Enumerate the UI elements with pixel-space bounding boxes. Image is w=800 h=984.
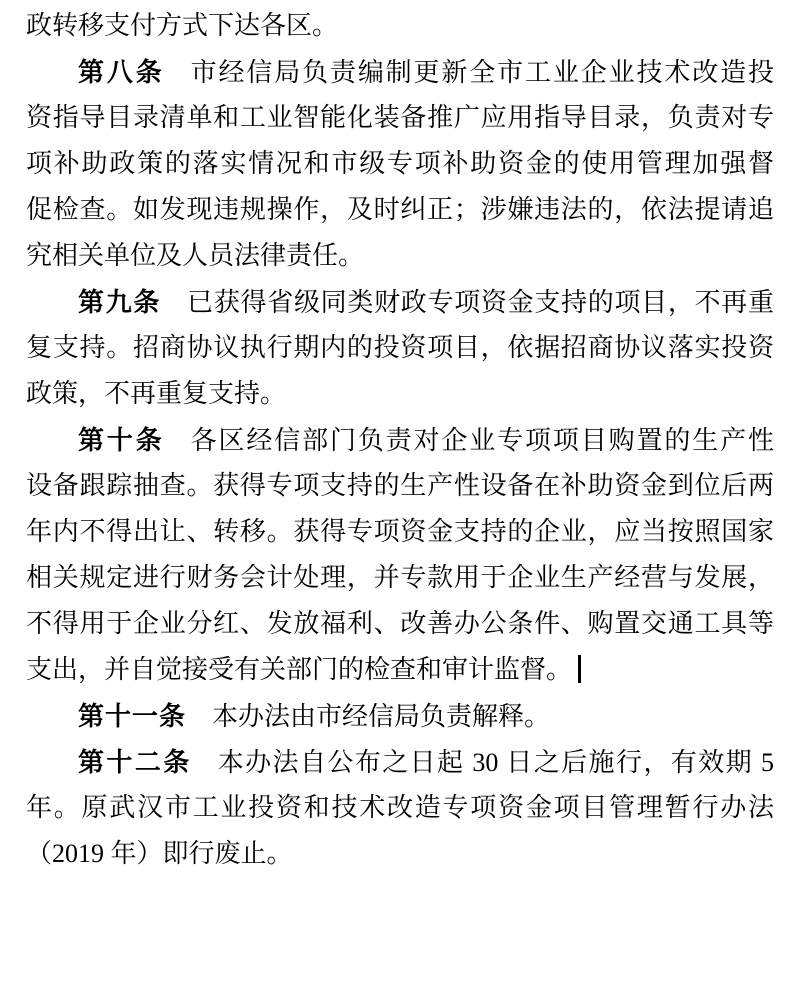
- line-text: 促检查。如发现违规操作，及时纠正；涉嫌违法的，依法提请追: [26, 195, 774, 224]
- text-line[interactable]: [26, 233, 774, 279]
- article-number-heading: 第八条: [78, 57, 165, 87]
- text-line-article-start[interactable]: [26, 417, 774, 463]
- text-line[interactable]: [26, 555, 774, 601]
- paragraph-article-8: [26, 49, 774, 279]
- article-number-heading: 第十一条: [78, 701, 187, 731]
- line-text: 复支持。招商协议执行期内的投资项目，依据招商协议落实投资: [26, 333, 774, 362]
- text-caret: [578, 655, 581, 683]
- text-line[interactable]: [26, 325, 774, 371]
- text-line-article-start[interactable]: [26, 49, 774, 95]
- line-text: 项补助政策的落实情况和市级专项补助资金的使用管理加强督: [26, 149, 774, 178]
- text-line-article-start[interactable]: [26, 739, 774, 785]
- line-text: 资指导目录清单和工业智能化装备推广应用指导目录，负责对专: [26, 103, 774, 132]
- text-line[interactable]: [26, 785, 774, 831]
- text-line[interactable]: [26, 601, 774, 647]
- line-text: （2019 年）即行废止。: [26, 839, 293, 868]
- paragraph-article-12: [26, 739, 774, 877]
- line-text: 支出，并自觉接受有关部门的检查和审计监督。: [26, 655, 573, 684]
- line-text: 设备跟踪抽查。获得专项支持的生产性设备在补助资金到位后两: [26, 471, 774, 500]
- text-line[interactable]: [26, 647, 774, 693]
- text-line[interactable]: [26, 187, 774, 233]
- article-number-heading: 第九条: [78, 287, 162, 317]
- text-line-article-start[interactable]: [26, 279, 774, 325]
- line-text: 本办法自公布之日起 30 日之后施行，有效期 5: [217, 748, 774, 777]
- text-line-article-start[interactable]: [26, 693, 774, 739]
- text-line[interactable]: [26, 509, 774, 555]
- line-text: 本办法由市经信局负责解释。: [212, 702, 551, 731]
- text-line[interactable]: [26, 371, 774, 417]
- text-line[interactable]: [26, 3, 774, 49]
- line-text: 政转移支付方式下达各区。: [26, 11, 339, 40]
- line-text: 相关规定进行财务会计处理，并专款用于企业生产经营与发展，: [26, 563, 774, 592]
- line-text: 市经信局负责编制更新全市工业企业技术改造投: [190, 58, 774, 87]
- line-text: 究相关单位及人员法律责任。: [26, 241, 365, 270]
- text-line[interactable]: [26, 831, 774, 877]
- line-text: 年。原武汉市工业投资和技术改造专项资金项目管理暂行办法: [26, 793, 774, 822]
- article-number-heading: 第十二条: [78, 747, 192, 777]
- text-line[interactable]: [26, 95, 774, 141]
- line-text: 不得用于企业分红、发放福利、改善办公条件、购置交通工具等: [26, 609, 774, 638]
- paragraph-article-7-continuation: [26, 3, 774, 49]
- text-line[interactable]: [26, 141, 774, 187]
- text-line[interactable]: [26, 463, 774, 509]
- line-text: 已获得省级同类财政专项资金支持的项目，不再重: [187, 288, 774, 317]
- paragraph-article-11: [26, 693, 774, 739]
- article-number-heading: 第十条: [78, 425, 165, 455]
- line-text: 各区经信部门负责对企业专项项目购置的生产性: [190, 426, 774, 455]
- line-text: 年内不得出让、转移。获得专项资金支持的企业，应当按照国家: [26, 517, 774, 546]
- paragraph-article-10: [26, 417, 774, 693]
- line-text: 政策，不再重复支持。: [26, 379, 287, 408]
- paragraph-article-9: [26, 279, 774, 417]
